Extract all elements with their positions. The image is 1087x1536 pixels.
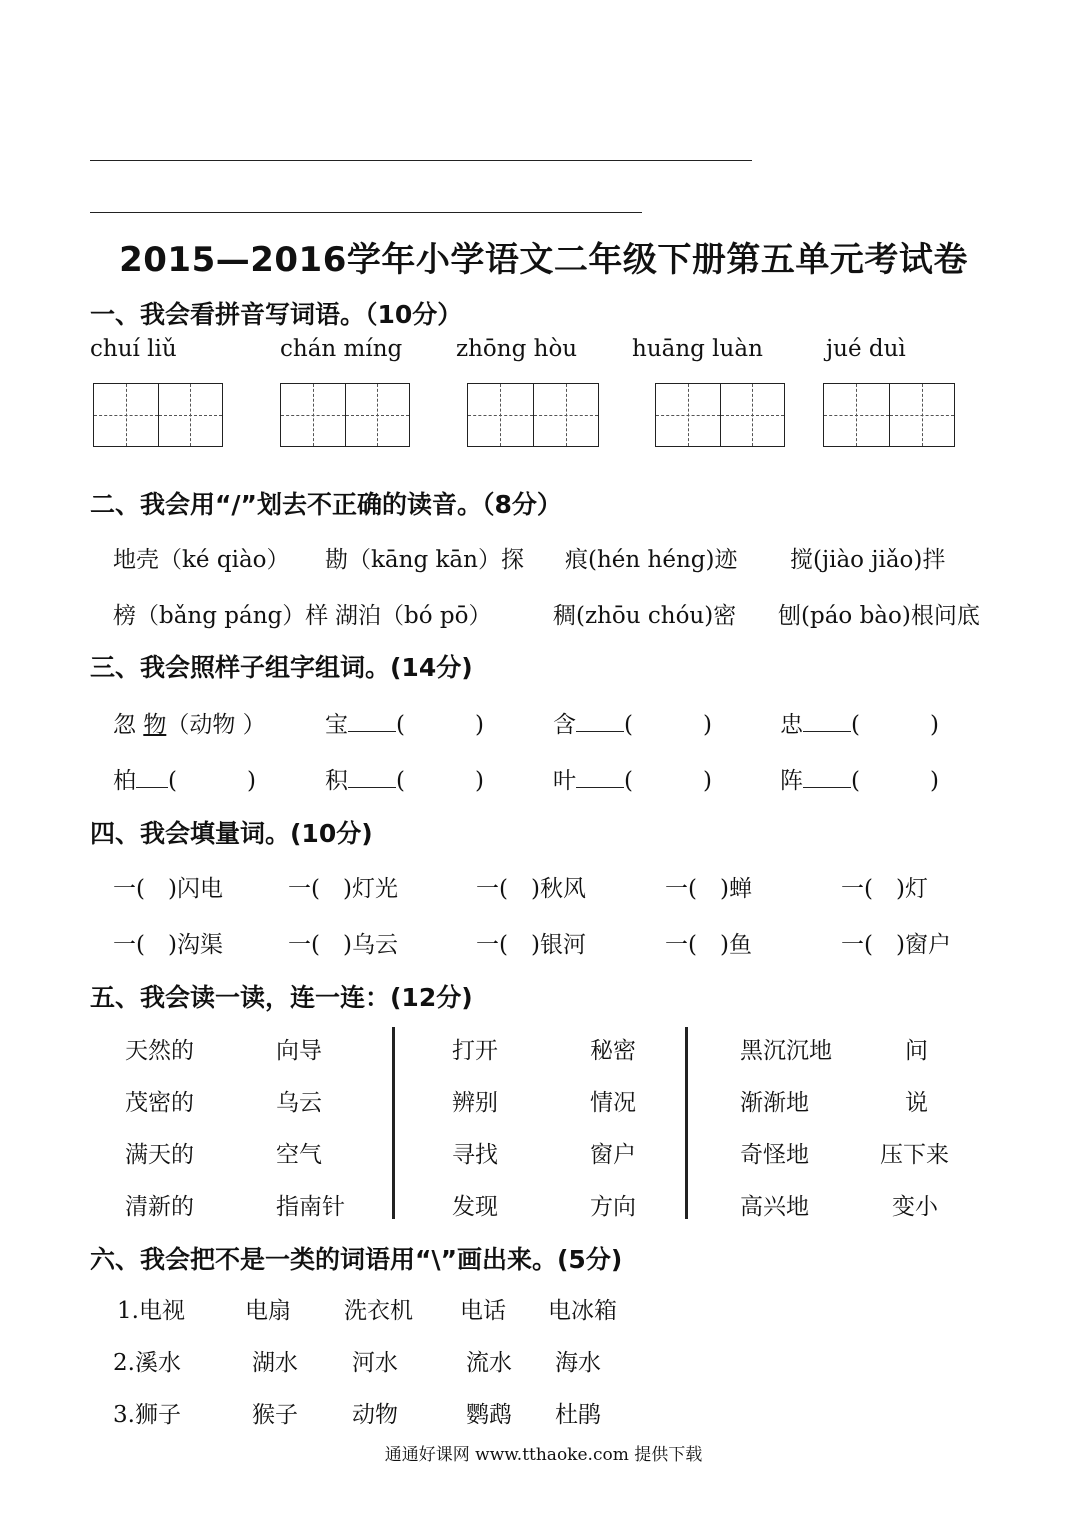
compose-item[interactable]: 积 ( ) bbox=[325, 768, 484, 794]
match-word[interactable]: 辨别 bbox=[452, 1090, 498, 1116]
reading-item[interactable]: 榜（bǎng páng）样 bbox=[113, 603, 329, 629]
match-word[interactable]: 说 bbox=[905, 1090, 928, 1116]
match-word[interactable]: 寻找 bbox=[452, 1142, 498, 1168]
writing-box-1[interactable] bbox=[93, 383, 223, 447]
reading-item[interactable]: 稠(zhōu chóu)密 bbox=[553, 603, 737, 629]
match-word[interactable]: 窗户 bbox=[590, 1142, 636, 1168]
section-3-heading: 三、我会照样子组字组词。(14分) bbox=[90, 653, 473, 682]
match-word[interactable]: 发现 bbox=[452, 1194, 498, 1220]
pinyin-2: chán míng bbox=[280, 336, 403, 362]
match-word[interactable]: 茂密的 bbox=[125, 1090, 194, 1116]
category-word[interactable]: 动物 bbox=[352, 1402, 398, 1428]
match-word[interactable]: 变小 bbox=[892, 1194, 938, 1220]
name-line bbox=[90, 160, 752, 161]
category-word[interactable]: 杜鹃 bbox=[555, 1402, 601, 1428]
measure-item[interactable]: 一( )乌云 bbox=[288, 932, 398, 958]
pinyin-1: chuí liǔ bbox=[90, 336, 177, 362]
example-item: 忽 物（动物 ） bbox=[113, 712, 266, 738]
category-word[interactable]: 3.狮子 bbox=[113, 1402, 181, 1428]
match-word[interactable]: 渐渐地 bbox=[740, 1090, 809, 1116]
category-word[interactable]: 电话 bbox=[460, 1298, 506, 1324]
match-word[interactable]: 情况 bbox=[590, 1090, 636, 1116]
match-word[interactable]: 问 bbox=[905, 1038, 928, 1064]
category-word[interactable]: 电扇 bbox=[245, 1298, 291, 1324]
compose-item[interactable]: 忠 ( ) bbox=[780, 712, 939, 738]
match-word[interactable]: 奇怪地 bbox=[740, 1142, 809, 1168]
category-word[interactable]: 流水 bbox=[466, 1350, 512, 1376]
reading-item[interactable]: 刨(páo bào)根问底 bbox=[778, 603, 980, 629]
section-2-heading: 二、我会用“/”划去不正确的读音。（8分） bbox=[90, 490, 562, 519]
reading-item[interactable]: 勘（kāng kān）探 bbox=[325, 547, 524, 573]
column-divider bbox=[392, 1027, 395, 1219]
writing-box-4[interactable] bbox=[655, 383, 785, 447]
match-word[interactable]: 秘密 bbox=[590, 1038, 636, 1064]
match-word[interactable]: 天然的 bbox=[125, 1038, 194, 1064]
category-word[interactable]: 鹦鹉 bbox=[466, 1402, 512, 1428]
match-word[interactable]: 方向 bbox=[590, 1194, 636, 1220]
match-word[interactable]: 压下来 bbox=[880, 1142, 949, 1168]
writing-box-3[interactable] bbox=[467, 383, 599, 447]
section-1-heading: 一、我会看拼音写词语。（10分） bbox=[90, 300, 463, 329]
writing-box-5[interactable] bbox=[823, 383, 955, 447]
category-word[interactable]: 猴子 bbox=[252, 1402, 298, 1428]
match-word[interactable]: 向导 bbox=[276, 1038, 322, 1064]
match-word[interactable]: 打开 bbox=[452, 1038, 498, 1064]
match-word[interactable]: 指南针 bbox=[276, 1194, 345, 1220]
measure-item[interactable]: 一( )灯光 bbox=[288, 876, 398, 902]
category-word[interactable]: 海水 bbox=[555, 1350, 601, 1376]
column-divider bbox=[685, 1027, 688, 1219]
compose-item[interactable]: 柏 ( ) bbox=[113, 768, 256, 794]
category-word[interactable]: 河水 bbox=[352, 1350, 398, 1376]
class-line bbox=[90, 212, 642, 213]
measure-item[interactable]: 一( )窗户 bbox=[841, 932, 951, 958]
match-word[interactable]: 满天的 bbox=[125, 1142, 194, 1168]
pinyin-5: jué duì bbox=[826, 336, 906, 362]
pinyin-3: zhōng hòu bbox=[456, 336, 578, 362]
compose-item[interactable]: 含 ( ) bbox=[553, 712, 712, 738]
compose-item[interactable]: 阵 ( ) bbox=[780, 768, 939, 794]
section-5-heading: 五、我会读一读，连一连：(12分) bbox=[90, 983, 473, 1012]
writing-box-2[interactable] bbox=[280, 383, 410, 447]
match-word[interactable]: 乌云 bbox=[276, 1090, 322, 1116]
section-4-heading: 四、我会填量词。(10分) bbox=[90, 819, 373, 848]
match-word[interactable]: 清新的 bbox=[125, 1194, 194, 1220]
category-word[interactable]: 2.溪水 bbox=[113, 1350, 181, 1376]
match-word[interactable]: 黑沉沉地 bbox=[740, 1038, 832, 1064]
reading-item[interactable]: 湖泊（bó pō） bbox=[335, 603, 492, 629]
section-6-heading: 六、我会把不是一类的词语用“\”画出来。(5分) bbox=[90, 1245, 623, 1274]
pinyin-4: huāng luàn bbox=[632, 336, 763, 362]
category-word[interactable]: 1.电视 bbox=[117, 1298, 185, 1324]
measure-item[interactable]: 一( )秋风 bbox=[476, 876, 586, 902]
measure-item[interactable]: 一( )鱼 bbox=[665, 932, 752, 958]
measure-item[interactable]: 一( )闪电 bbox=[113, 876, 223, 902]
page-title: 2015—2016学年小学语文二年级下册第五单元考试卷 bbox=[119, 240, 968, 280]
measure-item[interactable]: 一( )蝉 bbox=[665, 876, 752, 902]
reading-item[interactable]: 地壳（ké qiào） bbox=[113, 547, 290, 573]
category-word[interactable]: 湖水 bbox=[252, 1350, 298, 1376]
measure-item[interactable]: 一( )沟渠 bbox=[113, 932, 223, 958]
category-word[interactable]: 电冰箱 bbox=[548, 1298, 617, 1324]
reading-item[interactable]: 痕(hén héng)迹 bbox=[565, 547, 738, 573]
reading-item[interactable]: 搅(jiào jiǎo)拌 bbox=[790, 547, 946, 573]
measure-item[interactable]: 一( )银河 bbox=[476, 932, 586, 958]
page-footer: 通通好课网 www.tthaoke.com 提供下载 bbox=[384, 1445, 703, 1465]
match-word[interactable]: 高兴地 bbox=[740, 1194, 809, 1220]
compose-item[interactable]: 宝 ( ) bbox=[325, 712, 484, 738]
category-word[interactable]: 洗衣机 bbox=[344, 1298, 413, 1324]
measure-item[interactable]: 一( )灯 bbox=[841, 876, 928, 902]
match-word[interactable]: 空气 bbox=[276, 1142, 322, 1168]
compose-item[interactable]: 叶 ( ) bbox=[553, 768, 712, 794]
